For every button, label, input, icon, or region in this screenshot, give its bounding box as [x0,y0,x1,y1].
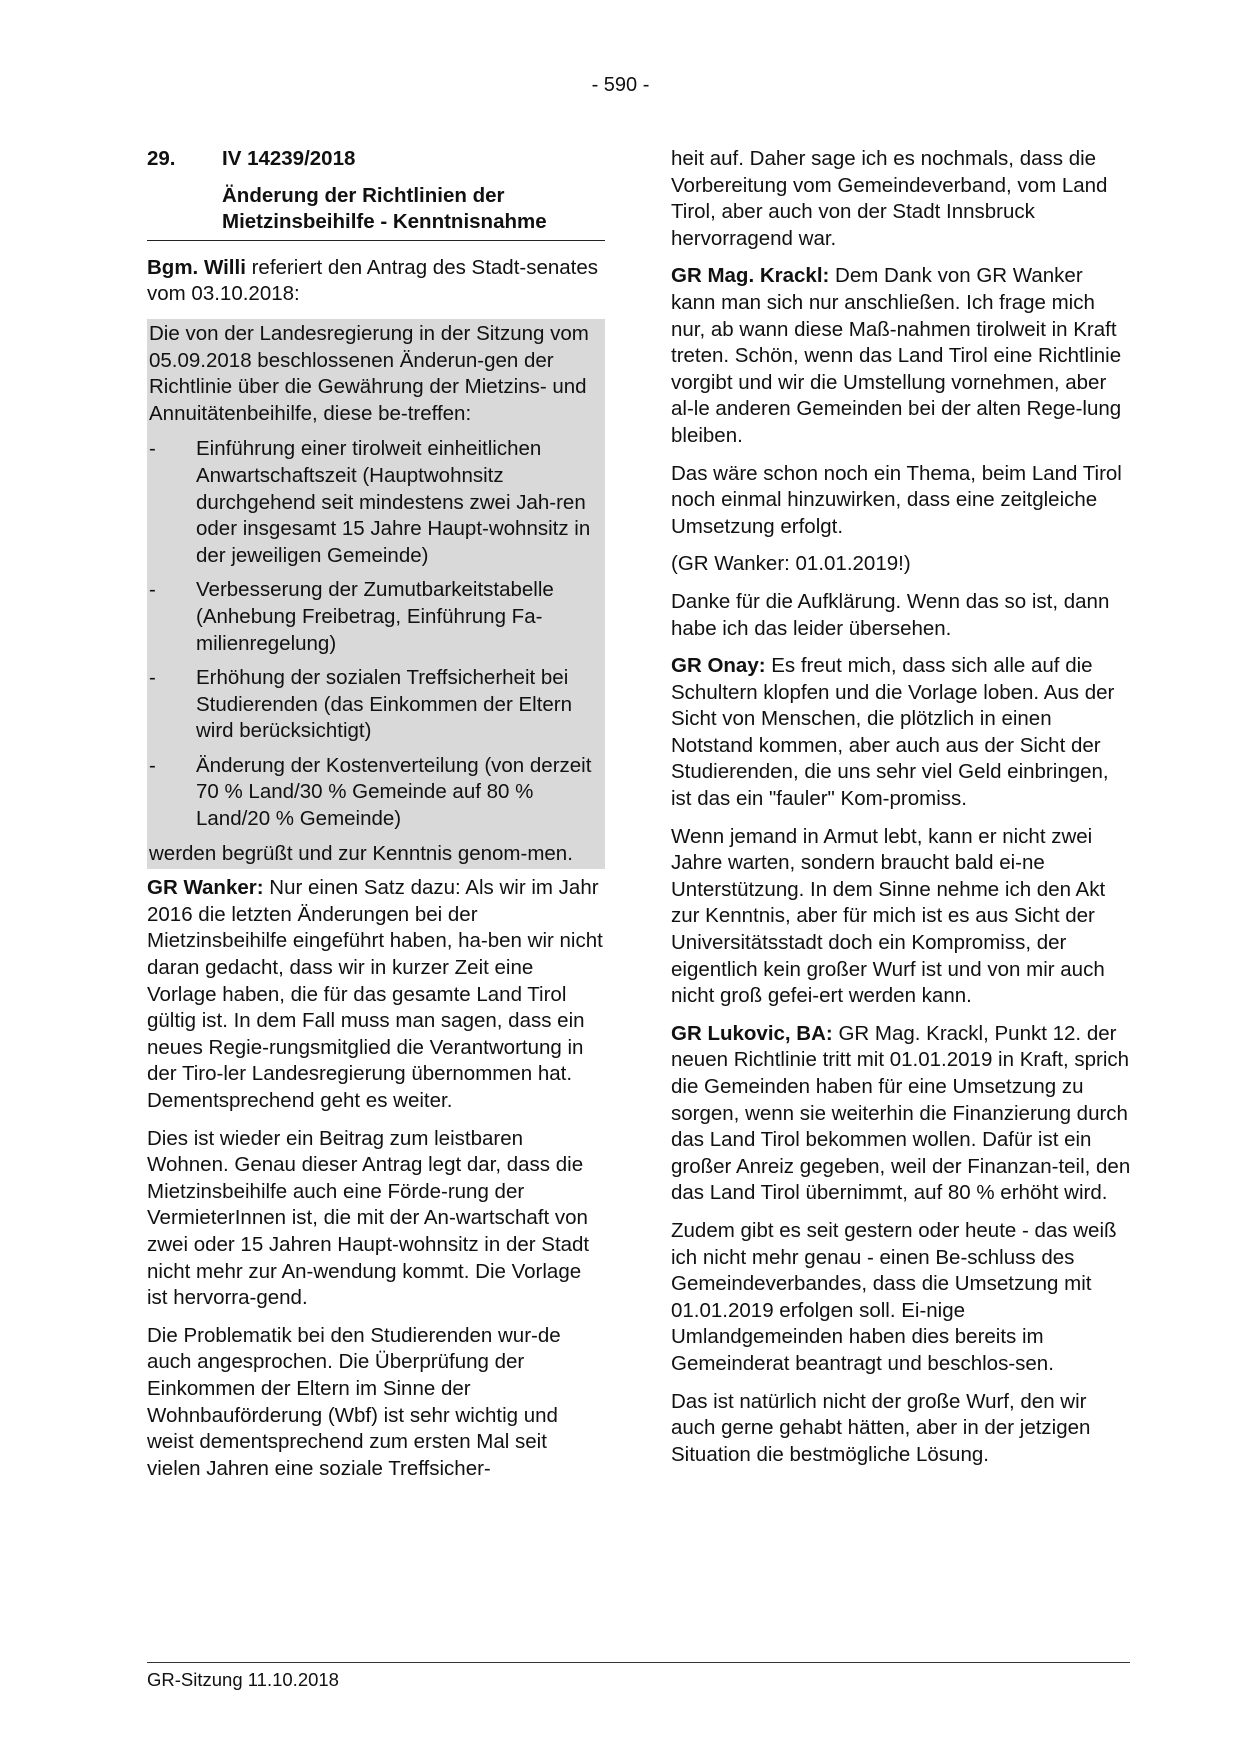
paragraph [671,1218,1131,1378]
speaker-name: GR Wanker: [147,876,264,900]
motion-item-text: Erhöhung der sozialen Treffsicherheit bei Studierenden (das Einkommen der Eltern wird berücksichtigt) [196,666,573,743]
paragraph [671,653,1131,813]
agenda-title-line-1: Änderung der Richtlinien der [222,183,505,207]
paragraph-text: GR Mag. Krackl, Punkt 12. der neuen Richtlinie tritt mit 01.01.2019 in Kraft, sprich die Gemeinden haben für eine Umsetzung zu sorgen, wenn sie weiterhin die Finanzierung durch das Land Tirol bekommen wollen. Dafür ist ein großer Anreiz gegeben, weil der Finanzan-teil, den das Land Tirol übernimmt, auf 80 % erhöht wird. [671,1021,1131,1205]
paragraph [147,1323,605,1483]
motion-item-text: Einführung einer tirolweit einheitlichen Anwartschaftszeit (Hauptwohnsitz durchgehend seit mindestens zwei Jah-ren oder insgesamt 15 Jahre Haupt-wohnsitz in der jeweiligen Gemeinde) [196,437,591,567]
paragraph [671,551,1131,578]
paragraph-text: Das wäre schon noch ein Thema, beim Land Tirol noch einmal hinzuwirken, dass eine zeitgleiche Umsetzung erfolgt. [671,461,1122,538]
motion-item [149,665,603,745]
paragraph-text: Die Problematik bei den Studierenden wur-de auch angesprochen. Die Überprüfung der Einkommen der Eltern im Sinne der Wohnbauförderung (Wbf) ist sehr wichtig und weist dementsprechend zum ersten Mal seit vielen Jahren eine soziale Treffsicher- [147,1323,561,1480]
paragraph-text: Dies ist wieder ein Beitrag zum leistbaren Wohnen. Genau dieser Antrag legt dar, dass die Mietzinsbeihilfe auch eine Förde-rung der VermieterInnen ist, die mit der An-wartschaft von zwei oder 15 Jahren Haupt-wohnsitz in der Stadt nicht mehr zur An-wendung kommt. Die Vorlage ist hervorra-gend. [147,1126,590,1310]
left-column [147,146,605,1493]
paragraph [147,1126,605,1312]
dash-marker: - [149,753,156,777]
paragraph-text: Es freut mich, dass sich alle auf die Schultern klopfen und die Vorlage loben. Aus der Sicht von Menschen, die plötzlich in einen Notstand kommen, aber auch aus der Sicht der Studierenden, die uns sehr viel Geld einbringen, ist das ein "fauler" Kom-promiss. [671,654,1115,811]
motion-box [147,319,605,869]
agenda-reference: IV 14239/2018 [222,147,356,170]
paragraph [671,589,1131,642]
agenda-number: 29. [147,147,176,170]
paragraph-text: referiert den Antrag des Stadt-senates vom 03.10.2018: [147,255,599,306]
paragraph-text: Dem Dank von GR Wanker kann man sich nur anschließen. Ich frage mich nur, ab wann diese Maß-nahmen tirolweit in Kraft treten. Schön, wenn das Land Tirol eine Richtlinie vorgibt und wir die Umstellung vornehmen, aber al-le anderen Gemeinden bei der alten Rege-lung bleiben. [671,264,1122,447]
intro-paragraph [147,255,605,308]
paragraph-text: Das ist natürlich nicht der große Wurf, den wir auch gerne gehabt hätten, aber in der jetzigen Situation die bestmögliche Lösung. [671,1389,1091,1466]
agenda-title-line-2: Mietzinsbeihilfe - Kenntnisnahme [222,210,547,234]
speaker-name: GR Mag. Krackl: [671,264,830,288]
motion-intro: Die von der Landesregierung in der Sitzung vom 05.09.2018 beschlossenen Änderun-gen der Richtlinie über die Gewährung der Mietzins- und Annuitätenbeihilfe, diese be-treffen: [149,321,589,425]
motion-item [149,753,603,833]
motion-closing: werden begrüßt und zur Kenntnis genom-men. [149,841,573,865]
paragraph-text: Danke für die Aufklärung. Wenn das so ist, dann habe ich das leider übersehen. [671,589,1110,640]
agenda-heading [147,146,605,241]
paragraph-text: Nur einen Satz dazu: Als wir im Jahr 2016 die letzten Änderungen bei der Mietzinsbeihilfe eingeführt haben, ha-ben wir nicht daran gedacht, dass wir in kurzer Zeit eine Vorlage haben, die für das gesamte Land Tirol gültig ist. In dem Fall muss man sagen, dass ein neues Regie-rungsmitglied die Verantwortung in der Tiro-ler Landesregierung übernommen hat. Dementsprechend geht es weiter. [147,876,603,1112]
footer-divider [147,1662,1130,1663]
dash-marker: - [149,666,156,690]
paragraph-text: heit auf. Daher sage ich es nochmals, dass die Vorbereitung vom Gemeindeverband, vom Land Tirol, aber auch von der Stadt Innsbruck hervorragend war. [671,147,1108,250]
speaker-name: GR Onay: [671,654,766,678]
paragraph [671,146,1131,252]
footer-session-label: GR-Sitzung 11.10.2018 [147,1669,339,1690]
paragraph [671,1021,1131,1207]
page-number: - 590 - [591,74,650,96]
paragraph-text: (GR Wanker: 01.01.2019!) [671,552,911,576]
speaker-name: GR Lukovic, BA: [671,1021,833,1045]
paragraph [671,461,1131,541]
motion-item [149,436,603,569]
paragraph-text: Zudem gibt es seit gestern oder heute - das weiß ich nicht mehr genau - einen Be-schluss des Gemeindeverbandes, dass die Umsetzung mit 01.01.2019 erfolgen soll. Ei-nige Umlandgemeinden haben dies bereits im Gemeinderat beantragt und beschlos-sen. [671,1218,1117,1375]
paragraph-text: Wenn jemand in Armut lebt, kann er nicht zwei Jahre warten, sondern braucht bald ei-ne Unterstützung. In dem Sinne nehme ich den Akt zur Kenntnis, aber für mich ist es aus Sicht der Universitätsstadt doch ein Kompromiss, der eigentlich kein großer Wurf ist und von mir auch nicht groß gefei-ert werden kann. [671,824,1106,1008]
right-column [671,146,1131,1479]
dash-marker: - [149,437,156,461]
motion-item [149,577,603,657]
dash-marker: - [149,578,156,602]
agenda-title [222,183,605,236]
paragraph [671,824,1131,1010]
paragraph [671,1389,1131,1469]
paragraph [147,875,605,1114]
motion-item-text: Änderung der Kostenverteilung (von derzeit 70 % Land/30 % Gemeinde auf 80 % Land/20 % Gemeinde) [196,753,592,831]
paragraph [671,263,1131,449]
motion-item-text: Verbesserung der Zumutbarkeitstabelle (Anhebung Freibetrag, Einführung Fa-milienregelung) [196,578,554,655]
speaker-name: Bgm. Willi [147,255,246,279]
